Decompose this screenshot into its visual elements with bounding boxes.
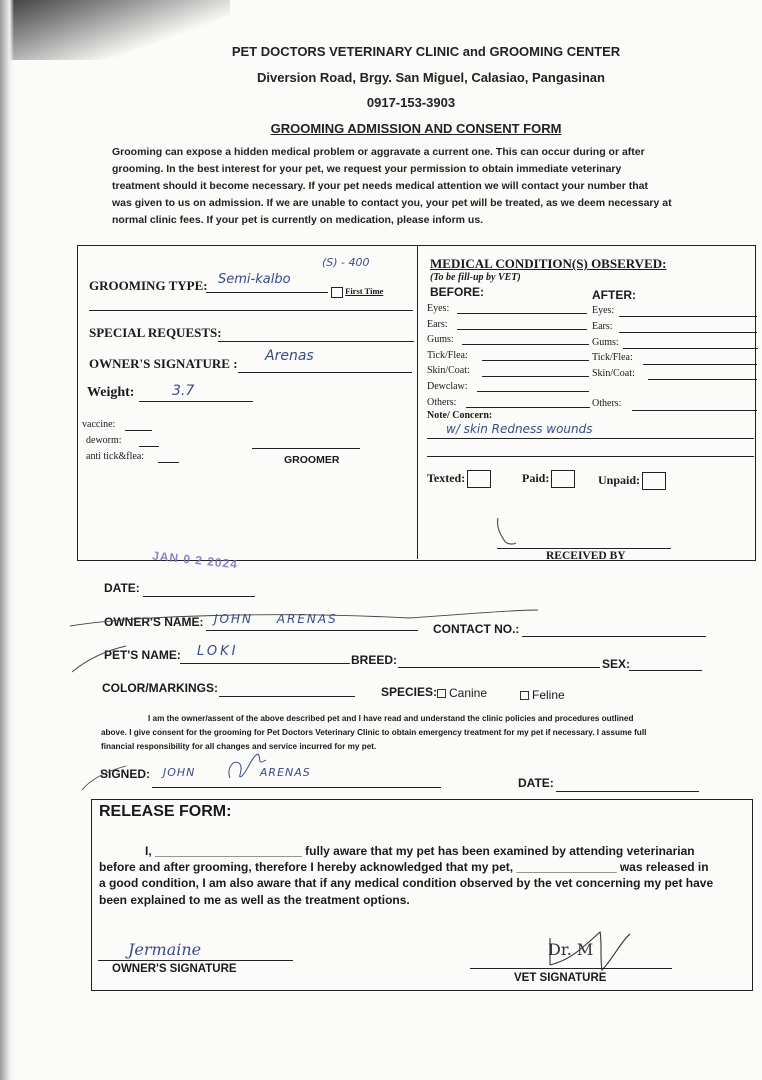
box-divider <box>417 246 418 559</box>
after-label: AFTER: <box>592 288 636 302</box>
clinic-name: PET DOCTORS VETERINARY CLINIC and GROOMING CENTER <box>231 44 621 59</box>
release-line: a good condition, I am also aware that if any medical condition observed by the vet concerning my pet have <box>99 876 714 890</box>
groomer-label: GROOMER <box>284 454 340 466</box>
date-line <box>143 596 255 597</box>
owner-signature-label: OWNER'S SIGNATURE : <box>89 356 238 371</box>
first-time-label: First Time <box>345 286 384 296</box>
weight-label: Weight: <box>87 385 135 400</box>
anti-tick-line <box>158 462 179 463</box>
before-line <box>462 344 589 345</box>
color-markings-line <box>219 696 355 697</box>
received-by-line <box>497 548 671 549</box>
paid-checkbox[interactable] <box>551 470 575 488</box>
grooming-type-label: GROOMING TYPE: <box>89 278 208 293</box>
note-line <box>427 438 754 439</box>
signed-label: SIGNED: <box>100 767 151 781</box>
grooming-type-line <box>206 292 328 293</box>
intro-line: was given to us on admission. If we are unable to contact you, your pet will be treated, as we deem necessary at <box>112 197 672 209</box>
before-item: Ears: <box>427 318 448 330</box>
grooming-type-price: (S) - 400 <box>322 256 370 269</box>
owner-sig-line <box>98 960 293 961</box>
unpaid-checkbox[interactable] <box>642 472 666 490</box>
intro-line: grooming. In the best interest for your pet, we request your permission to obtain immediate veterinary <box>112 163 622 175</box>
owner-signature-line <box>238 372 412 373</box>
before-line <box>482 360 589 361</box>
intro-line: normal clinic fees. If your pet is currently on medication, please inform us. <box>112 214 484 226</box>
breed-label: BREED: <box>351 653 398 667</box>
note-value: w/ skin Redness wounds <box>446 422 593 436</box>
unpaid-field <box>598 472 666 490</box>
after-line <box>643 364 757 365</box>
canine-option[interactable] <box>437 686 487 700</box>
after-line <box>648 379 757 380</box>
date-stamp: JAN 0 2 2024 <box>151 548 239 572</box>
before-line <box>477 391 589 392</box>
weight-value: 3.7 <box>172 383 195 399</box>
vaccine-line <box>125 430 152 431</box>
received-by-signature <box>490 514 520 548</box>
special-requests-line <box>218 341 414 342</box>
after-line <box>619 332 757 333</box>
release-line: been explained to me as well as the treatment options. <box>99 893 410 907</box>
before-line <box>466 407 590 408</box>
clinic-phone: 0917-153-3903 <box>366 95 456 110</box>
form-title: GROOMING ADMISSION AND CONSENT FORM <box>270 121 562 136</box>
contact-line <box>522 636 706 637</box>
owner-signature-value: Arenas <box>265 348 314 364</box>
sex-line <box>629 670 702 671</box>
pet-name-line <box>180 663 350 664</box>
signed-date-label: DATE: <box>518 776 554 790</box>
owner-name-value: JOHN ARENAS <box>214 612 338 626</box>
signed-line <box>152 787 441 788</box>
paid-label: Paid: <box>522 470 550 485</box>
before-item: Dewclaw: <box>427 380 468 392</box>
before-line <box>482 376 589 377</box>
grooming-line-2 <box>89 310 413 311</box>
weight-line <box>139 401 253 402</box>
before-item: Eyes: <box>427 303 450 314</box>
before-item: Tick/Flea: <box>427 349 468 361</box>
after-item: Eyes: <box>592 305 615 316</box>
signed-date-line <box>556 791 699 792</box>
after-item: Tick/Flea: <box>592 352 633 364</box>
note-label: Note/ Concern: <box>427 410 493 421</box>
feline-checkbox[interactable] <box>520 691 529 700</box>
feline-option[interactable] <box>520 688 565 702</box>
release-title: RELEASE FORM: <box>99 803 232 820</box>
scan-edge <box>0 0 14 1080</box>
after-item: Ears: <box>592 320 613 332</box>
owner-sig-value: Jermaine <box>128 940 202 959</box>
before-item: Gums: <box>427 334 454 346</box>
texted-checkbox[interactable] <box>467 470 491 488</box>
after-item: Others: <box>592 397 622 409</box>
vaccine-label: vaccine: <box>82 419 116 430</box>
vet-sig-label: VET SIGNATURE <box>514 972 607 984</box>
clinic-address: Diversion Road, Brgy. San Miguel, Calasiao, Pangasinan <box>257 70 605 85</box>
signed-signature <box>222 748 272 784</box>
paid-field <box>522 470 575 488</box>
received-by-label: RECEIVED BY <box>546 550 626 562</box>
first-time-checkbox[interactable] <box>331 287 343 298</box>
vet-sig-value: Dr. M <box>548 940 594 959</box>
before-item: Skin/Coat: <box>427 365 470 377</box>
breed-line <box>398 667 600 668</box>
canine-label: Canine <box>449 686 488 700</box>
consent-line: I am the owner/assent of the above described pet and I have read and understand the clinic policies and procedures outlined <box>148 714 634 723</box>
deworm-label: deworm: <box>86 435 122 446</box>
pet-name-label: PET'S NAME: <box>104 648 181 662</box>
after-line <box>619 316 757 317</box>
species-label: SPECIES: <box>381 685 438 699</box>
anti-tick-label: anti tick&flea: <box>86 451 145 462</box>
owner-sig-label: OWNER'S SIGNATURE <box>112 963 237 975</box>
consent-line: financial responsibility for all changes and service incurred for my pet. <box>101 742 377 751</box>
note-line <box>427 456 754 457</box>
grooming-type-value: Semi-kalbo <box>218 272 291 287</box>
unpaid-label: Unpaid: <box>598 472 641 487</box>
pen-stroke <box>70 640 130 676</box>
before-label: BEFORE: <box>430 285 484 299</box>
before-list <box>427 301 470 410</box>
pet-name-value: LOKI <box>197 644 239 659</box>
pen-stroke <box>70 606 540 636</box>
feline-label: Feline <box>532 688 565 702</box>
vet-sig-line <box>470 968 672 969</box>
consent-line: above. I give consent for the grooming for Pet Doctors Veterinary Clinic to obtain emergency treatment for my pet if necessary. I assume full <box>101 728 647 737</box>
medical-subtitle: (To be fill-up by VET) <box>430 272 521 283</box>
color-markings-label: COLOR/MARKINGS: <box>102 681 218 695</box>
after-item: Skin/Coat: <box>592 368 635 380</box>
after-list <box>592 303 635 412</box>
before-item: Others: <box>427 396 457 408</box>
owner-name-label: OWNER'S NAME: <box>104 615 204 629</box>
intro-line: Grooming can expose a hidden medical problem or aggravate a current one. This can occur during or after <box>112 146 645 158</box>
sex-label: SEX: <box>602 657 631 671</box>
intro-line: treatment should it become necessary. If your pet needs medical attention we will contact your number that <box>112 180 649 192</box>
before-line <box>457 313 587 314</box>
release-line: I, ______________________ fully aware that my pet has been examined by attending veterinarian <box>145 844 695 858</box>
medical-title: MEDICAL CONDITION(S) OBSERVED: <box>430 256 667 271</box>
texted-label: Texted: <box>427 470 466 485</box>
date-label: DATE: <box>104 581 140 595</box>
release-line: before and after grooming, therefore I hereby acknowledged that my pet, _______________ was released in <box>99 860 709 874</box>
signed-value: JOHN ARENAS <box>163 766 311 779</box>
texted-field <box>427 470 491 488</box>
after-item: Gums: <box>592 336 619 348</box>
canine-checkbox[interactable] <box>437 689 446 698</box>
groomer-line <box>252 448 360 449</box>
after-line <box>632 410 757 411</box>
intro-paragraph <box>112 144 722 229</box>
deworm-line <box>139 446 159 447</box>
after-line <box>623 348 758 349</box>
vet-signature-mark <box>540 920 640 980</box>
special-requests-label: SPECIAL REQUESTS: <box>89 325 222 340</box>
pen-stroke <box>80 752 130 792</box>
first-time-option[interactable] <box>331 286 383 298</box>
contact-label: CONTACT NO.: <box>433 622 520 636</box>
before-line <box>457 329 587 330</box>
